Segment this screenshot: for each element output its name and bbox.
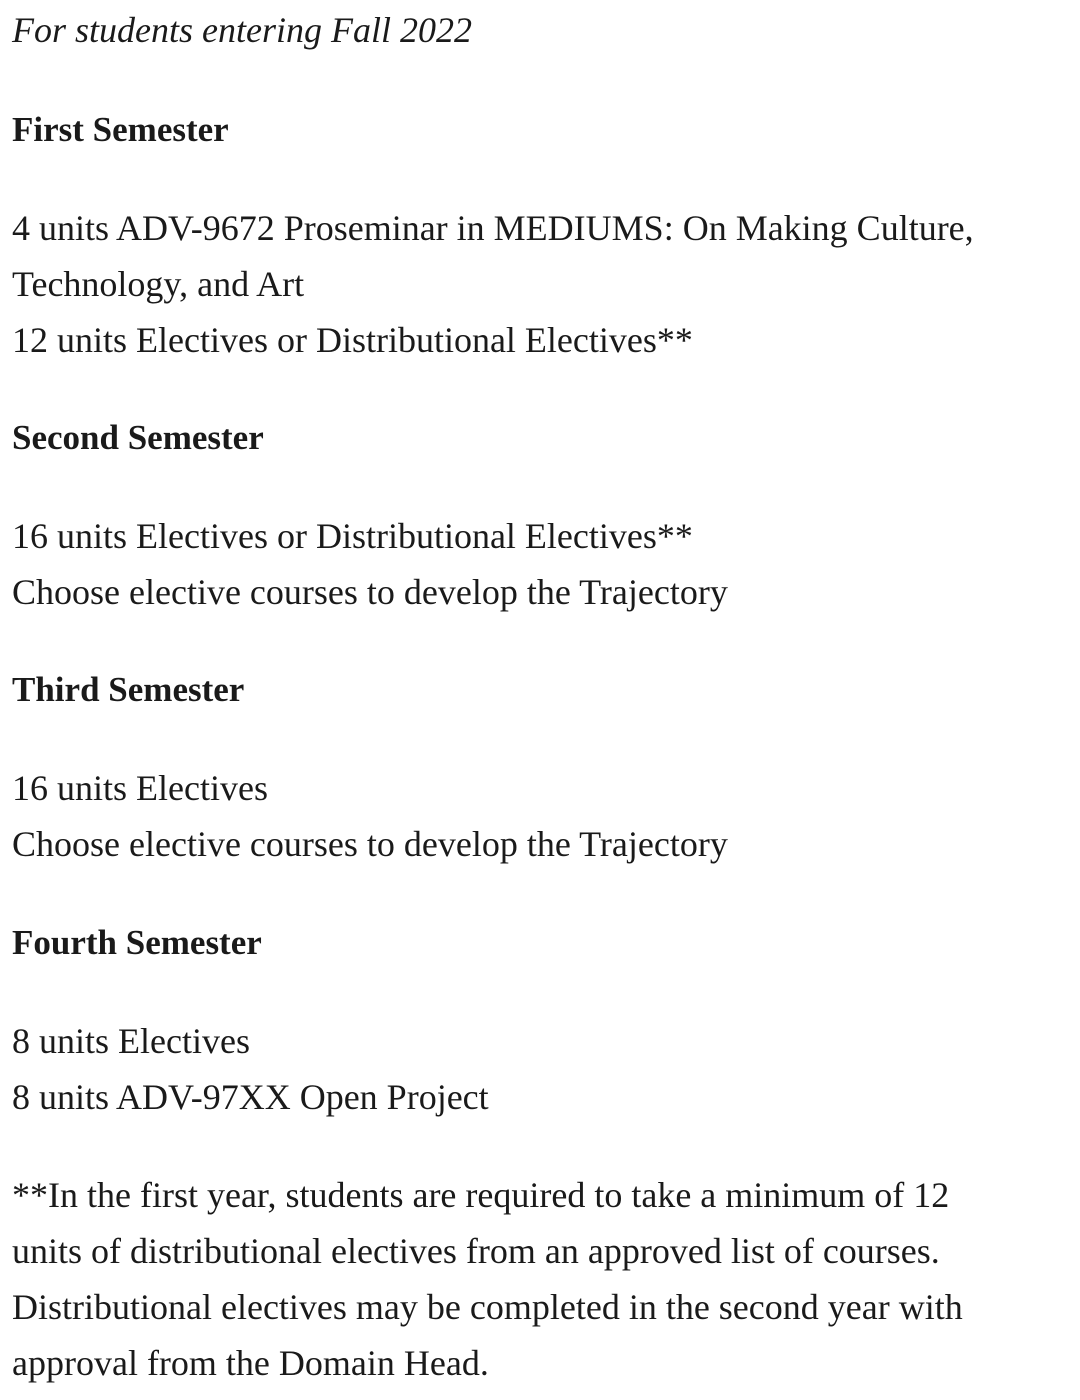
semester-3-line-2: Choose elective courses to develop the Trajectory — [12, 824, 728, 864]
footnote-line-2: units of distributional electives from an approved list of courses. — [12, 1231, 940, 1271]
footnote-line-1: **In the first year, students are required to take a minimum of 12 — [12, 1175, 950, 1215]
semester-1-title: First Semester — [12, 110, 229, 149]
semester-1-line-3: 12 units Electives or Distributional Electives** — [12, 320, 693, 360]
footnote-line-3: Distributional electives may be completed in the second year with — [12, 1287, 963, 1327]
footnote-line-4: approval from the Domain Head. — [12, 1343, 489, 1383]
semester-3-title: Third Semester — [12, 670, 245, 709]
semester-3-line-1: 16 units Electives — [12, 768, 268, 808]
semester-2-line-2: Choose elective courses to develop the Trajectory — [12, 572, 728, 612]
semester-1-line-1: 4 units ADV-9672 Proseminar in MEDIUMS: On Making Culture, — [12, 208, 974, 248]
intro-text: For students entering Fall 2022 — [12, 10, 472, 50]
semester-2-title: Second Semester — [12, 418, 264, 457]
semester-1-line-2: Technology, and Art — [12, 264, 305, 304]
semester-4-line-2: 8 units ADV-97XX Open Project — [12, 1077, 489, 1117]
semester-4-line-1: 8 units Electives — [12, 1021, 250, 1061]
semester-4-title: Fourth Semester — [12, 923, 262, 962]
semester-2-line-1: 16 units Electives or Distributional Electives** — [12, 516, 693, 556]
